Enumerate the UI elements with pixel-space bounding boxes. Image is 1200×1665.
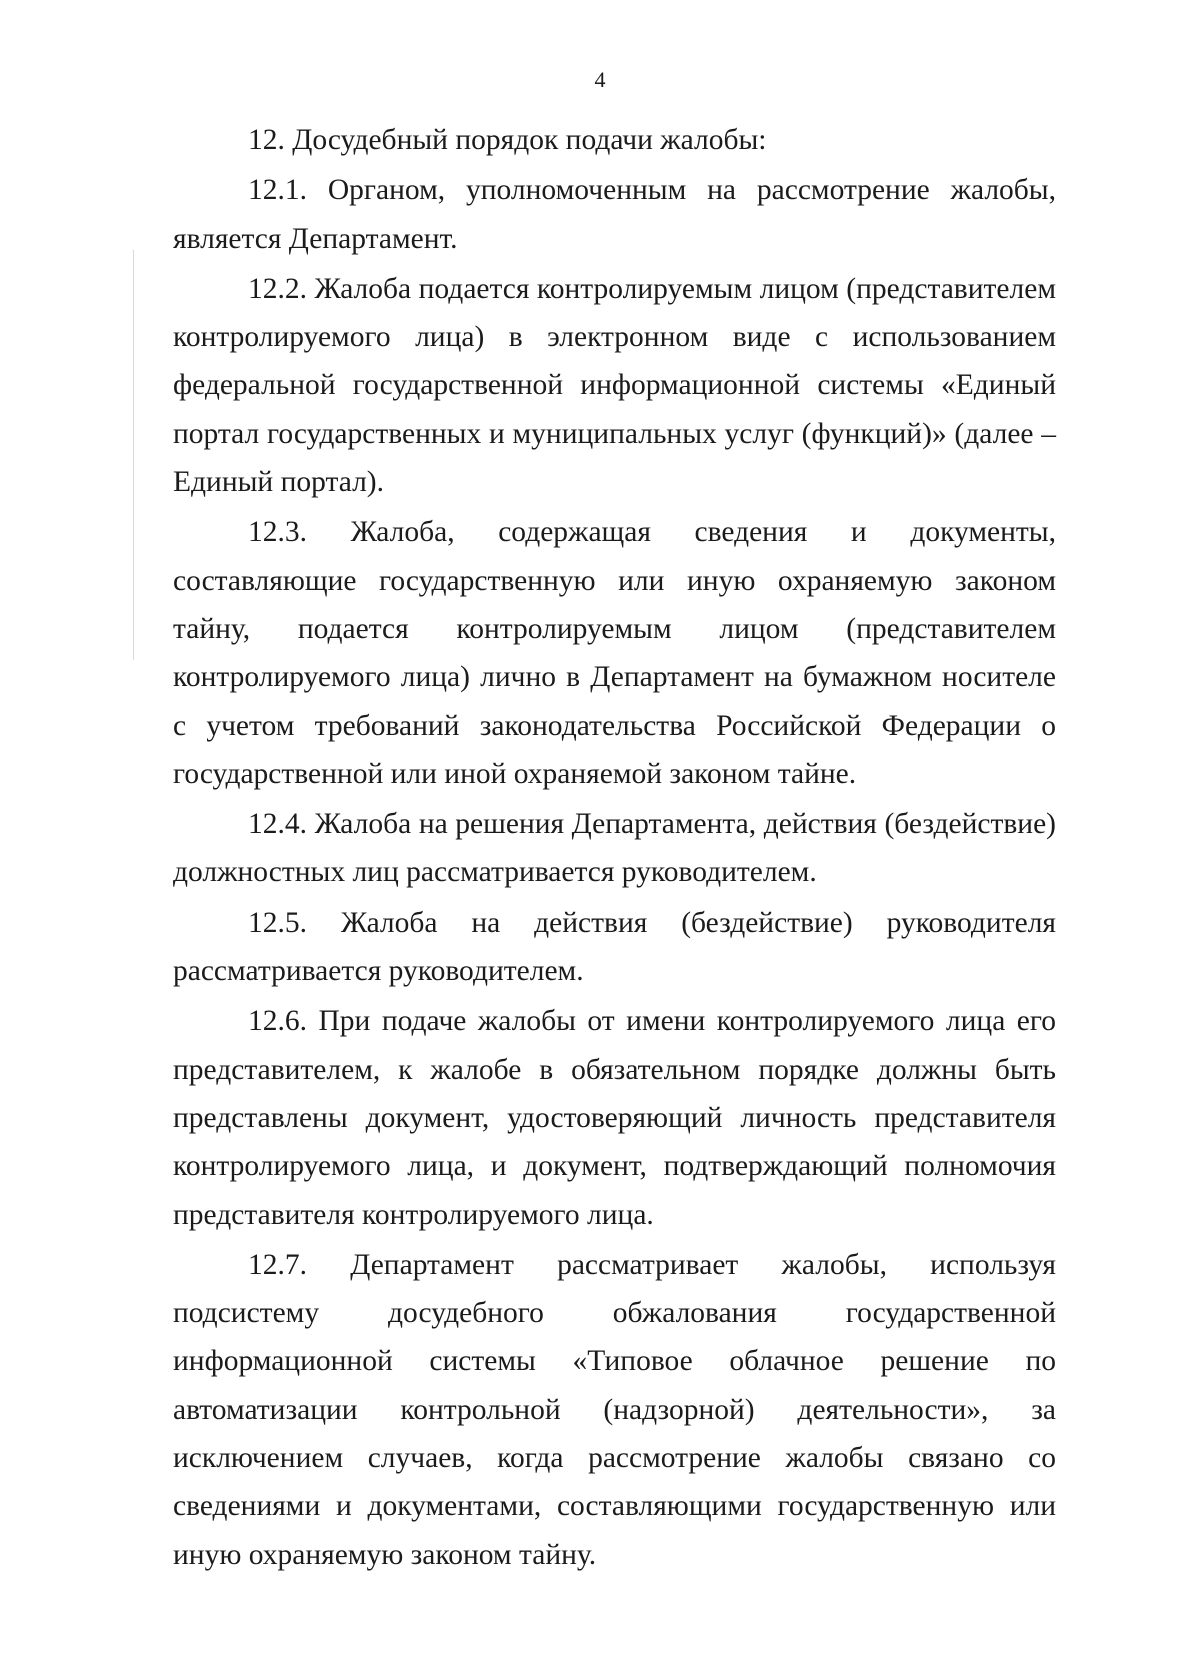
paragraph-12-6: 12.6. При подаче жалобы от имени контролируемого лица его представителем, к жалобе в обязательном порядке должны быть представлены документ, удостоверяющий личность представителя контролируемого лица, и документ, подтверждающий полномочия представителя контролируемого лица. [173, 1005, 1056, 1231]
paragraph-12-5: 12.5. Жалоба на действия (бездействие) руководителя рассматривается руководителем. [173, 906, 1056, 988]
paragraph-12-1: 12.1. Органом, уполномоченным на рассмотрение жалобы, является Департамент. [173, 174, 1056, 255]
scan-margin-mark [133, 250, 134, 660]
paragraph-12: 12. Досудебный порядок подачи жалобы: [248, 124, 767, 156]
paragraph-12-4: 12.4. Жалоба на решения Департамента, действия (бездействие) должностных лиц рассматривается руководителем. [173, 808, 1056, 889]
page-number: 4 [594, 67, 606, 92]
paragraph-12-2: 12.2. Жалоба подается контролируемым лицом (представителем контролируемого лица) в электронном виде с использованием федеральной государственной информационной системы «Единый портал государственных и муниципальных услуг (функций)» (далее – Единый портал). [173, 272, 1056, 499]
document-body [173, 116, 1056, 1581]
paragraph-12-7: 12.7. Департамент рассматривает жалобы, используя подсистему досудебного обжалования государственной информационной системы «Типовое облачное решение по автоматизации контрольной (надзорной) деятельности», за исключением случаев, когда рассмотрение жалобы связано со сведениями и документами, составляющими государственную или иную охраняемую законом тайну. [173, 1248, 1056, 1571]
paragraph-12-3: 12.3. Жалоба, содержащая сведения и документы, составляющие государственную или иную охраняемую законом тайну, подается контролируемым лицом (представителем контролируемого лица) лично в Департамент на бумажном носителе с учетом требований законодательства Российской Федерации о государственной или иной охраняемой законом тайне. [173, 516, 1056, 790]
